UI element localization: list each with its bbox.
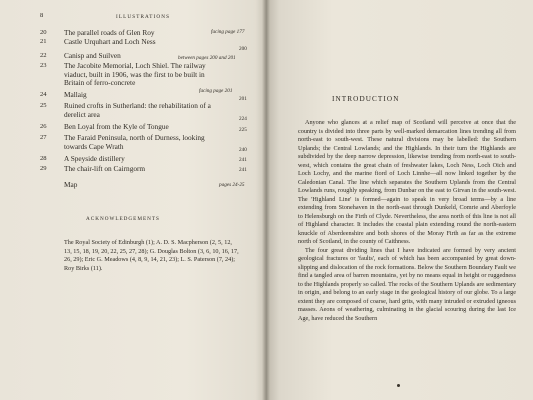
map-page: pages 24-25 xyxy=(219,182,245,188)
entry-page: facing page 201 xyxy=(199,88,233,94)
left-page xyxy=(0,0,266,400)
entry-caption: Canisp and Suilven xyxy=(64,51,121,60)
entry-page: 201 xyxy=(239,96,247,102)
entry-page: facing page 177 xyxy=(211,29,245,35)
entry-page: 225 xyxy=(239,127,247,133)
entry-caption: The chair-lift on Cairngorm xyxy=(64,164,146,173)
entry-number: 25 xyxy=(40,102,47,109)
entry-caption: A Speyside distillery xyxy=(64,154,125,163)
paragraph: Anyone who glances at a relief map of Scotland will perceive at once that the country is divided into three parts by well-marked demarcation lines trending all from north-east to south-west. These natural divisions may be labelled: the Southern Uplands; the Central Lowlands; and the Highlands. In their turn the Highlands are subdivided by the deep narrow depression, likewise trending from north-east to south-west, which contains the great chain of freshwater lakes, Loch Ness, Loch Oich and Loch Lochy, and the marine fiord of Loch Linnhe—all now linked together by the Caledonian Canal. The line which separates the Southern Uplands from the Central Lowlands runs, roughly speaking, from Dunbar on the east to Girvan in the south-west. The 'Highland Line' is formed—again to speak in very broad terms—by a line extending from Stonehaven in the north-east through Dunkeld, Comrie and Aberfoyle to Helensburgh on the Firth of Clyde. Nevertheless, the area north of this line is not all of Highland character. It includes the coastal plain extending round the north-eastern knuckle of Aberdeenshire and both shores of the Moray Firth as far as the extreme north of Scotland, in the county of Caithness. xyxy=(298,119,516,245)
map-caption: Map xyxy=(64,180,78,189)
entry-number: 21 xyxy=(40,38,47,45)
entry-page: 224 xyxy=(239,116,247,122)
introduction-body xyxy=(298,119,516,323)
entry-number: 28 xyxy=(40,155,47,162)
entry-caption: The parallel roads of Glen Roy xyxy=(64,28,155,37)
acknowledgements-heading: ACKNOWLEDGEMENTS xyxy=(86,216,160,222)
entry-page: 241 xyxy=(239,167,247,173)
entry-number: 29 xyxy=(40,165,47,172)
entry-caption: Ruined crofts in Sutherland: the rehabilitation of a derelict area xyxy=(64,101,211,119)
entry-number: 23 xyxy=(40,62,47,69)
entry-number: 26 xyxy=(40,123,47,130)
entry-page: 240 xyxy=(239,147,247,153)
entry-number: 22 xyxy=(40,52,47,59)
entry-page: 241 xyxy=(239,157,247,163)
entry-caption: Mallaig xyxy=(64,90,87,99)
entry-number: 27 xyxy=(40,134,47,141)
entry-caption: Castle Urquhart and Loch Ness xyxy=(64,37,156,46)
entry-page: between pages 200 and 201 xyxy=(178,55,236,61)
paragraph: The four great dividing lines that I have indicated are formed by very ancient geological fractures or 'faults', each of which has been accompanied by great down-slipping and dislocation of the rock formations. Below the Southern Boundary Fault we find a tangled area of barren mountains, yet by no means equal in height or ruggedness to the Highlands properly so called. The rocks of the Southern Uplands are sedimentary in origin, and belong to an early stage in the geological history of our globe. To a large extent they are composed of coarse, hard grits, with many intruded or extruded igneous masses. Aeons of weathering, culminating in the glacial scouring during the last Ice Age, have reduced the Southern xyxy=(298,246,516,322)
entry-number: 24 xyxy=(40,91,47,98)
running-header: ILLUSTRATIONS xyxy=(116,14,171,20)
entry-page: 200 xyxy=(239,46,247,52)
page-number: 8 xyxy=(40,12,44,19)
entry-caption: The Faraid Peninsula, north of Durness, looking towards Cape Wrath xyxy=(64,133,205,151)
page-mark xyxy=(397,384,400,387)
book-gutter xyxy=(262,0,270,400)
acknowledgements-text: The Royal Society of Edinburgh (1); A. D. S. Macpherson (2, 5, 12, 13, 15, 18, 19, 20, 22, 25, 27, 28); G. Douglas Bolton (3, 6, 10, 16, 17, 26, 29); Eric G. Meadows (4, 8, 9, 14, 21, 23); L. S. Paterson (7, 24); Roy Birks (11). xyxy=(64,239,239,272)
chapter-title: INTRODUCTION xyxy=(332,95,400,103)
entry-caption: The Jacobite Memorial, Loch Shiel. The railway viaduct, built in 1906, was the first to be built in Britain of ferro-concrete xyxy=(64,61,206,88)
entry-caption: Ben Loyal from the Kyle of Tongue xyxy=(64,122,169,131)
entry-number: 20 xyxy=(40,29,47,36)
